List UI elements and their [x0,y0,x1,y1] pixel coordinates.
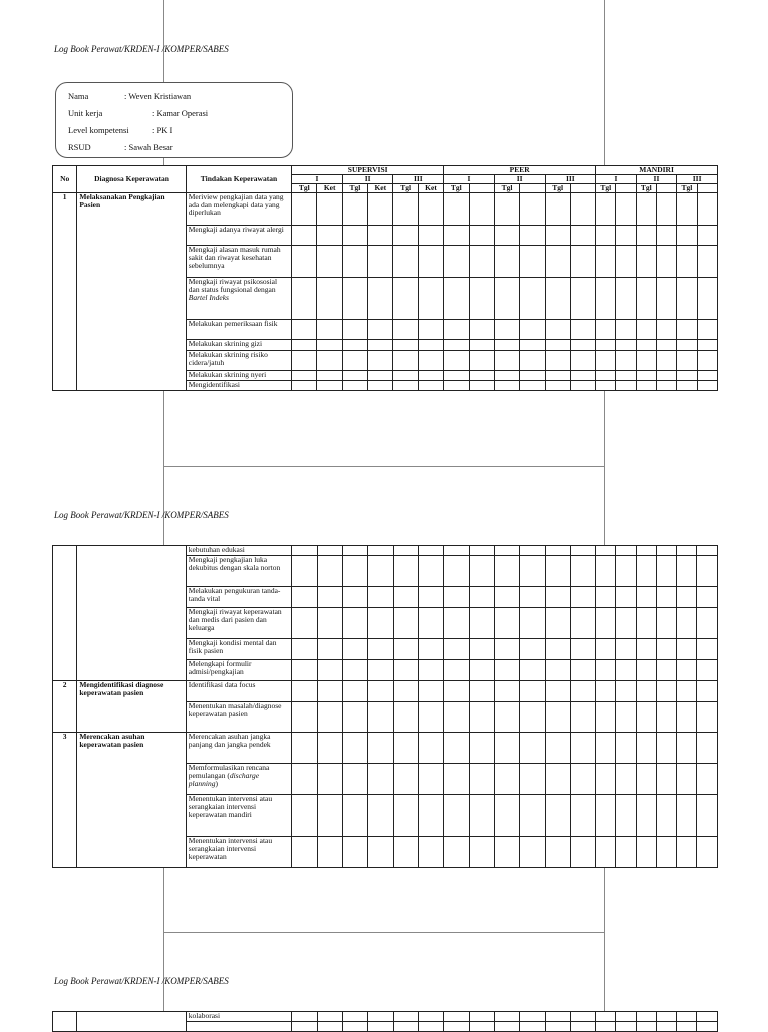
diagnosa-cell: Melaksanakan Pengkajian Pasien [77,193,186,391]
rsud-row [68,142,173,152]
tindakan-cell: Mengkaji alasan masuk rumah sakit dan riwayat kesehatan sebelumnya [186,246,291,278]
row-number: 1 [53,193,77,391]
page-edge-right [604,0,605,1024]
page-header: Log Book Perawat/KRDEN-I /KOMPER/SABES [54,976,229,986]
sub-tgl: Tgl [677,184,697,193]
diagnosa-cell: Merencakan asuhan keperawatan pasien [77,733,186,868]
sub-tgl: Tgl [545,184,570,193]
nama-label: Nama [68,91,89,101]
tindakan-cell: Mengidentifikasi [186,381,291,391]
unit-value: : Kamar Operasi [152,108,209,118]
tindakan-cell: Memformulasikan rencana pemulangan (discharge planning) [186,764,291,795]
page-header: Log Book Perawat/KRDEN-I /KOMPER/SABES [54,44,229,54]
peer-ii: II [494,175,545,184]
logbook-table-page2 [52,545,718,868]
tindakan-cell: Menentukan intervensi atau serangkaian intervensi keperawatan mandiri [186,795,291,837]
nama-value: : Weven Kristiawan [124,91,192,101]
tindakan-cell: Melakukan pemeriksaan fisik [186,320,291,340]
tindakan-cell: Identifikasi data focus [186,681,291,702]
nama-row [68,91,192,101]
tindakan-cell: kebutuhan edukasi [186,546,291,556]
sub-ket: Ket [418,184,443,193]
sub-tgl: Tgl [292,184,317,193]
level-label: Level kompetensi [68,125,129,135]
tindakan-cell: Melakukan skrining nyeri [186,371,291,381]
sub-tgl: Tgl [596,184,616,193]
tindakan-cell: Mengkaji riwayat psikososial dan status fungsional dengan Bartel Indeks [186,278,291,320]
man-ii: II [636,175,677,184]
tindakan-cell: Melakukan skrining gizi [186,340,291,351]
tindakan-cell: Melengkapi formulir admisi/pengkajian [186,660,291,681]
rsud-label: RSUD [68,142,91,152]
level-row [68,125,173,135]
sup-ii: II [342,175,393,184]
table-row [53,546,718,556]
sub-tgl: Tgl [342,184,367,193]
row-number: 3 [53,733,77,868]
tindakan-cell: Mengkaji adanya riwayat alergi [186,226,291,246]
page-break-2 [163,932,605,933]
sup-i: I [292,175,343,184]
sub-tgl: Tgl [393,184,418,193]
identity-box [55,82,293,158]
man-iii: III [677,175,718,184]
col-peer: PEER [444,166,596,175]
tindakan-cell: Mengkaji pengkajian luka dekubitus dengan skala norton [186,556,291,587]
col-mandiri: MANDIRI [596,166,718,175]
diagnosa-cell: Mengidentifikasi diagnose keperawatan pasien [77,681,186,733]
tindakan-cell: Merencakan asuhan jangka panjang dan jangka pendek [186,733,291,764]
logbook-table-page1 [52,165,718,391]
col-diagnosa: Diagnosa Keperawatan [77,166,186,193]
tindakan-cell: Mengkaji riwayat keperawatan dan medis dari pasien dan keluarga [186,608,291,639]
tindakan-cell: Mengkaji kondisi mental dan fisik pasien [186,639,291,660]
col-tindakan: Tindakan Keperawatan [186,166,291,193]
page-header: Log Book Perawat/KRDEN-I /KOMPER/SABES [54,510,229,520]
tindakan-cell: Melakukan skrining risiko cidera/jatuh [186,351,291,371]
tindakan-cell: Meriview pengkajian data yang ada dan melengkapi data yang diperlukan [186,193,291,226]
unit-label: Unit kerja [68,108,103,118]
col-supervisi: SUPERVISI [292,166,444,175]
level-value: : PK I [152,125,173,135]
peer-i: I [444,175,495,184]
logbook-table-page3 [52,1011,718,1032]
sub-tgl: Tgl [494,184,519,193]
man-i: I [596,175,637,184]
peer-iii: III [545,175,596,184]
page-break-1 [163,466,605,467]
tindakan-cell: Menentukan intervensi atau serangkaian intervensi keperawatan [186,837,291,868]
sub-tgl: Tgl [636,184,656,193]
row-number: 2 [53,681,77,733]
sub-ket: Ket [317,184,342,193]
sub-ket: Ket [368,184,393,193]
unit-row [68,108,209,118]
sub-tgl: Tgl [444,184,469,193]
table-row [53,1012,718,1022]
table-row [53,733,718,764]
rsud-value: : Sawah Besar [124,142,173,152]
sup-iii: III [393,175,444,184]
tindakan-cell: kolaborasi [186,1012,291,1022]
col-no: No [53,166,77,193]
table-row [53,193,718,226]
tindakan-cell: Menentukan masalah/diagnose keperawatan pasien [186,702,291,733]
table-row [53,681,718,702]
tindakan-cell: Melakukan pengukuran tanda-tanda vital [186,587,291,608]
